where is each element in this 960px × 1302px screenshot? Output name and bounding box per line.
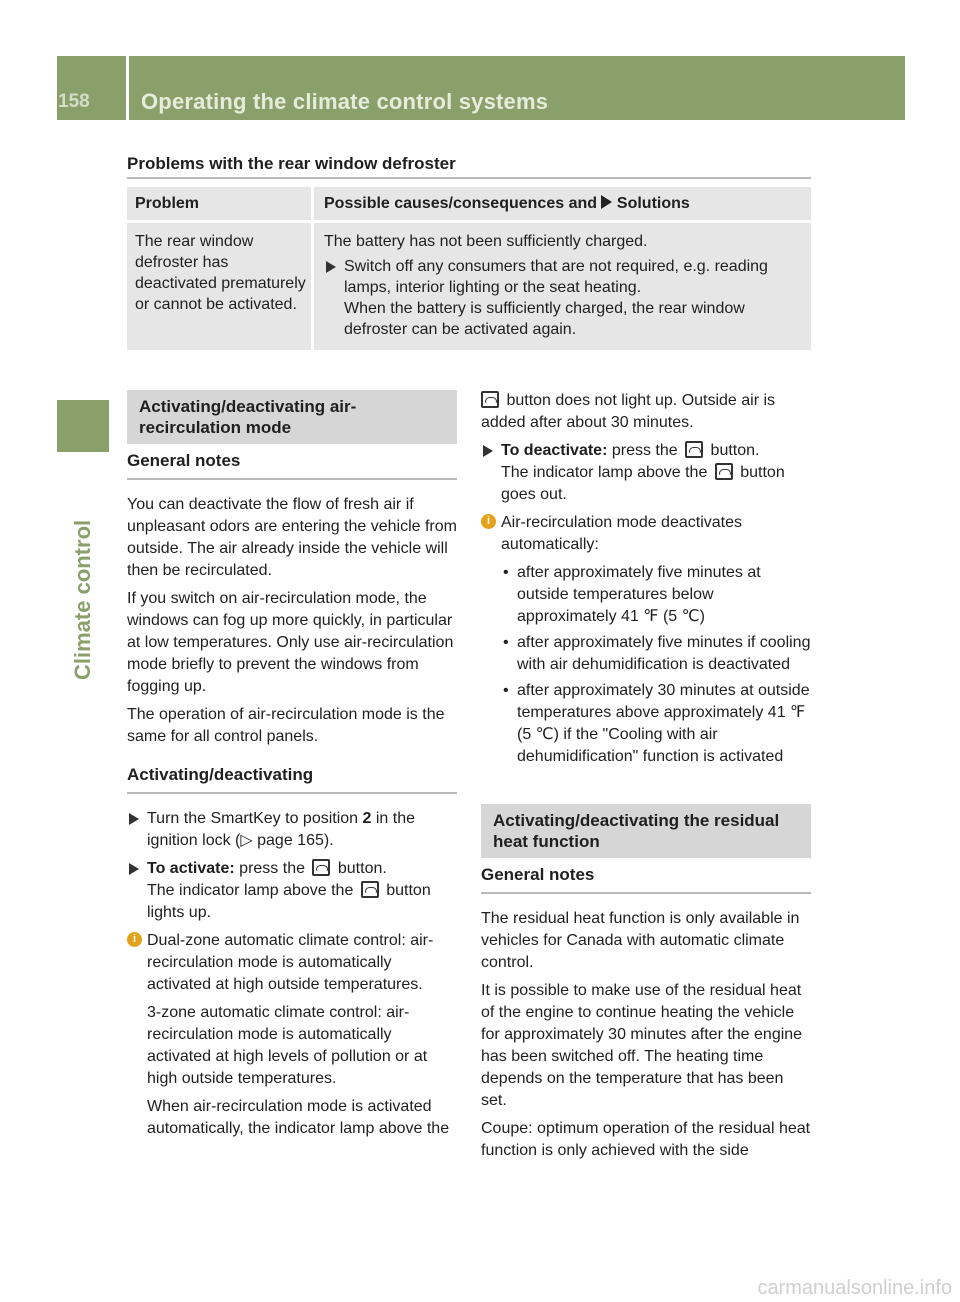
deactivate-label: To deactivate: <box>501 442 608 459</box>
info-deactivates: Air-recirculation mode deactivates automatically: <box>501 514 742 553</box>
step-text: The indicator lamp above the <box>147 882 358 899</box>
step-text: The indicator lamp above the <box>501 464 712 481</box>
page-ref-link[interactable]: page 165). <box>252 832 334 849</box>
problems-section-title: Problems with the rear window defroster <box>127 154 456 173</box>
residual-paragraph-2: It is possible to make use of the residual heat of the engine to continue heating the vehicle for approximately 30 minutes after the engine has been switched off. The heating time depends on the temperature that has been set. <box>481 982 803 1109</box>
chapter-tab-marker <box>57 400 109 452</box>
page-number: 158 <box>58 91 90 112</box>
left-column <box>127 390 457 1146</box>
step-arrow-icon <box>129 813 139 825</box>
step-text: button lights up. <box>147 882 431 921</box>
info-note-deactivation <box>481 512 811 768</box>
step-arrow-icon <box>483 445 493 457</box>
recirc-paragraph-2: If you switch on air-recirculation mode, the windows can fog up more quickly, in particular at low temperatures. Only use air-recirculation mode briefly to prevent the windows from fogging up. <box>127 590 454 695</box>
recirc-general-notes-title: General notes <box>127 450 457 480</box>
section-rule <box>127 177 811 179</box>
solution-step <box>324 256 804 340</box>
info-icon: i <box>127 932 142 947</box>
bullet-text: after approximately 30 minutes at outside temperatures above approximately 41 ℉ (5 ℃) if the "Cooling with air dehumidification" function is activated <box>517 682 810 765</box>
table-header-problem-label: Problem <box>135 195 200 212</box>
header-divider <box>126 56 129 120</box>
bullet-icon: • <box>503 564 509 581</box>
info-icon: i <box>481 514 496 529</box>
page-title: Operating the climate control systems <box>141 89 549 114</box>
step-activate <box>127 858 457 924</box>
recirc-paragraph-1: You can deactivate the flow of fresh air if unpleasant odors are entering the vehicle from outside. The air already inside the vehicle will then be recirculated. <box>127 496 457 579</box>
step-arrow-icon <box>129 863 139 875</box>
bullet-text: after approximately five minutes if cooling with air dehumidification is deactivated <box>517 634 811 673</box>
step-text: button. <box>706 442 760 459</box>
info-dual-zone: Dual-zone automatic climate control: air-recirculation mode is automatically activated at high outside temperatures. <box>147 932 434 993</box>
recirculation-button-icon <box>312 859 330 876</box>
recirc-section-title: Activating/deactivating air-recirculation mode <box>127 390 457 444</box>
table-cell-solutions <box>314 223 811 350</box>
cause-text: The battery has not been sufficiently charged. <box>324 233 648 250</box>
solution-2-text: When the battery is sufficiently charged, the rear window defroster can be activated again. <box>344 300 745 338</box>
residual-section-title: Activating/deactivating the residual heat function <box>481 804 811 858</box>
list-item <box>501 632 811 676</box>
recirculation-button-icon <box>685 441 703 458</box>
activate-label: To activate: <box>147 860 235 877</box>
step-text: button. <box>333 860 387 877</box>
page-ref-icon: ▷ <box>240 832 253 849</box>
table-header-solutions <box>314 187 811 220</box>
recirculation-button-icon <box>481 391 499 408</box>
step-arrow-icon <box>601 195 612 209</box>
step-text: button goes out. <box>501 464 785 503</box>
residual-paragraph-3: Coupe: optimum operation of the residual heat function is only achieved with the side <box>481 1120 811 1159</box>
step-text: Turn the SmartKey to position <box>147 810 363 827</box>
watermark: carmanualsonline.info <box>757 1277 952 1299</box>
info-3-zone: 3-zone automatic climate control: air-recirculation mode is automatically activated at high levels of pollution or at high outside temperatures. <box>147 1004 428 1087</box>
recirc-activating-title: Activating/deactivating <box>127 764 457 794</box>
right-column <box>481 390 811 1168</box>
residual-paragraph-1: The residual heat function is only available in vehicles for Canada with automatic climate control. <box>481 910 800 971</box>
solution-1-text: Switch off any consumers that are not required, e.g. reading lamps, interior lighting or the seat heating. <box>344 258 768 296</box>
step-deactivate <box>481 440 811 506</box>
table-header-problem <box>127 187 311 220</box>
info-note <box>127 930 457 1140</box>
recirc-paragraph-3: The operation of air-recirculation mode is the same for all control panels. <box>127 706 445 745</box>
table-header-solutions-label: Solutions <box>612 195 690 212</box>
info-automatic: When air-recirculation mode is activated automatically, the indicator lamp above the <box>147 1098 450 1137</box>
table-header-causes-label: Possible causes/consequences and <box>324 195 602 212</box>
recirculation-button-icon <box>715 463 733 480</box>
step-turn-smartkey <box>127 808 457 852</box>
step-text: press the <box>234 860 310 877</box>
list-item <box>501 680 811 768</box>
problem-text: The rear window defroster has deactivated prematurely or cannot be activated. <box>135 233 306 313</box>
chapter-tab-label: Climate control <box>70 519 95 680</box>
step-text: in the ignition lock ( <box>147 810 416 849</box>
step-text: press the <box>607 442 683 459</box>
list-item <box>501 562 811 628</box>
residual-general-notes-title: General notes <box>481 864 811 894</box>
bullet-icon: • <box>503 682 509 699</box>
bullet-text: after approximately five minutes at outside temperatures below approximately 41 ℉ (5 ℃) <box>517 564 761 625</box>
continued-text: button does not light up. Outside air is added after about 30 minutes. <box>481 392 776 431</box>
step-arrow-icon <box>326 261 336 273</box>
bullet-icon: • <box>503 634 509 651</box>
key-position: 2 <box>362 810 372 827</box>
recirc-continued <box>481 390 811 434</box>
table-cell-problem <box>127 223 311 350</box>
recirculation-button-icon <box>361 881 379 898</box>
